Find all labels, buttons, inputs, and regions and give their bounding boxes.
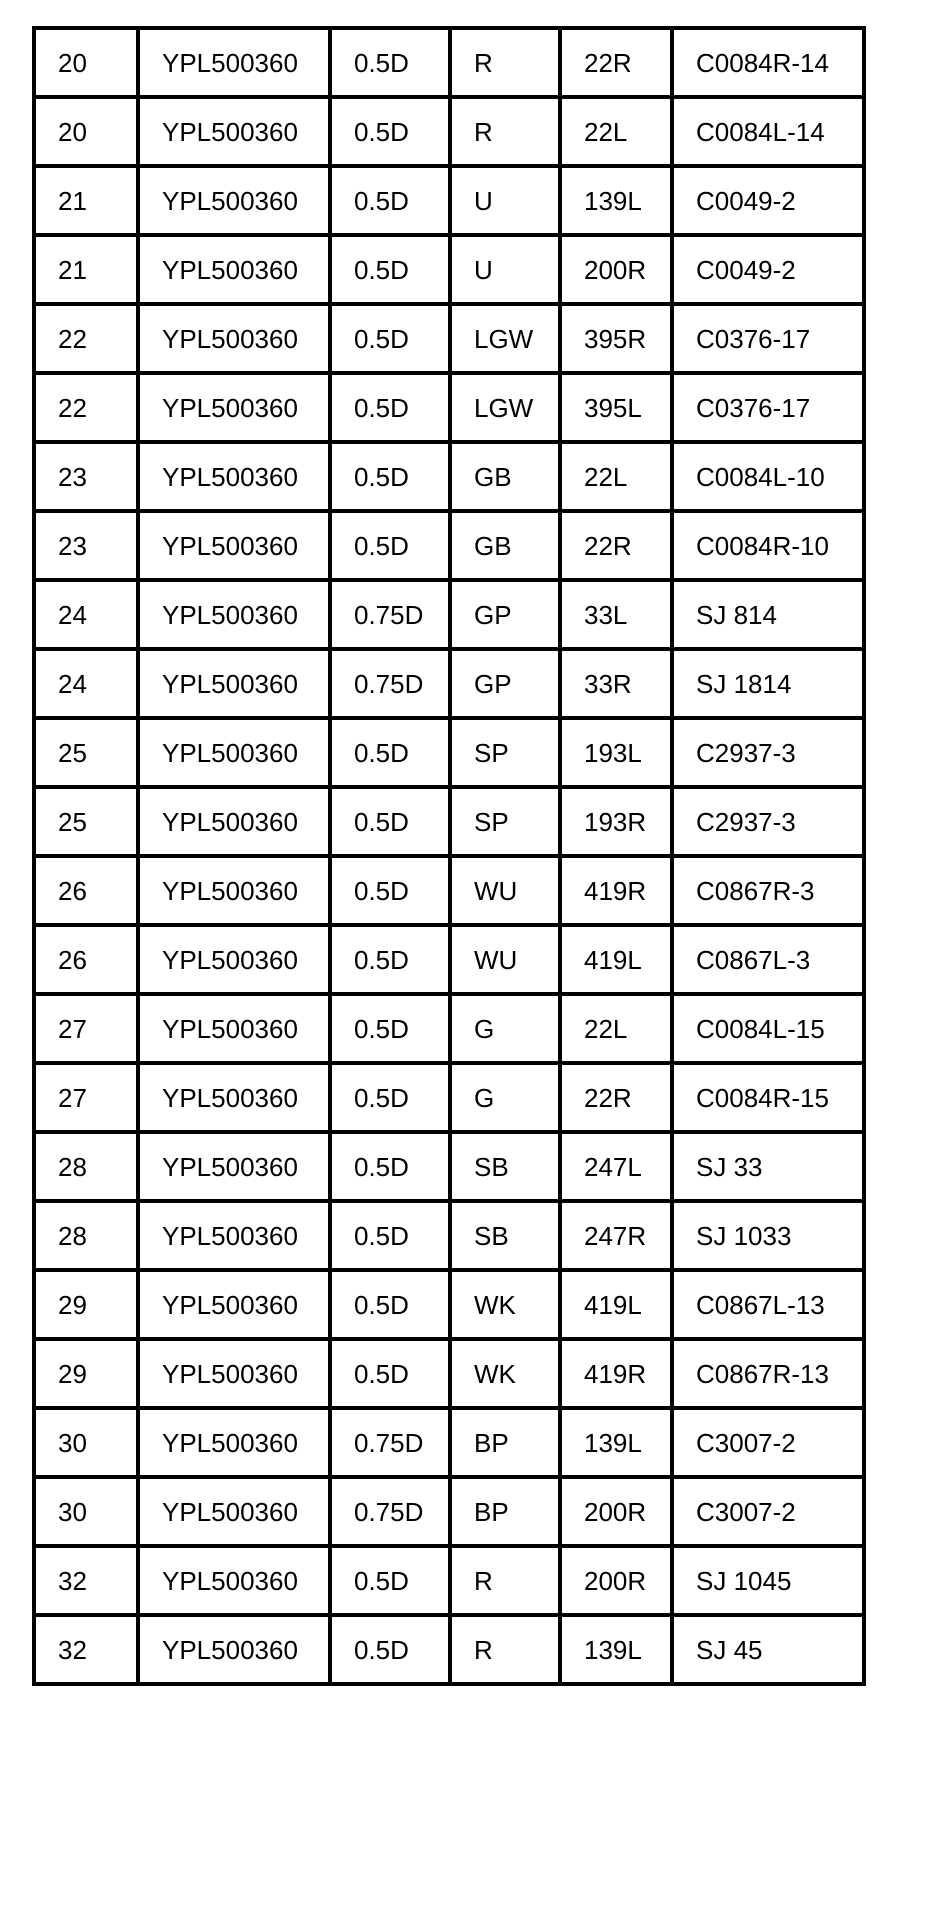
row-number-cell: 32	[34, 1615, 138, 1684]
table-row	[34, 304, 864, 373]
table-row	[34, 1132, 864, 1201]
table-row	[34, 235, 864, 304]
reference-cell: C0376-17	[672, 373, 864, 442]
row-number-cell: 22	[34, 304, 138, 373]
row-number-cell: 28	[34, 1201, 138, 1270]
color-code-cell: U	[450, 235, 560, 304]
size-cell: 0.5D	[330, 442, 450, 511]
part-code-cell: YPL500360	[138, 166, 330, 235]
position-cell: 139L	[560, 1615, 672, 1684]
size-cell: 0.5D	[330, 1270, 450, 1339]
reference-cell: C0376-17	[672, 304, 864, 373]
reference-cell: SJ 45	[672, 1615, 864, 1684]
position-cell: 193R	[560, 787, 672, 856]
size-cell: 0.75D	[330, 1477, 450, 1546]
position-cell: 22R	[560, 511, 672, 580]
reference-cell: C0867R-3	[672, 856, 864, 925]
table-row	[34, 1201, 864, 1270]
color-code-cell: R	[450, 1615, 560, 1684]
position-cell: 200R	[560, 1477, 672, 1546]
part-code-cell: YPL500360	[138, 1132, 330, 1201]
row-number-cell: 20	[34, 28, 138, 97]
size-cell: 0.5D	[330, 1546, 450, 1615]
position-cell: 419L	[560, 1270, 672, 1339]
size-cell: 0.5D	[330, 787, 450, 856]
size-cell: 0.5D	[330, 304, 450, 373]
color-code-cell: WU	[450, 925, 560, 994]
row-number-cell: 32	[34, 1546, 138, 1615]
row-number-cell: 21	[34, 235, 138, 304]
table-row	[34, 511, 864, 580]
part-code-cell: YPL500360	[138, 235, 330, 304]
size-cell: 0.5D	[330, 373, 450, 442]
reference-cell: C0867L-3	[672, 925, 864, 994]
position-cell: 33R	[560, 649, 672, 718]
position-cell: 139L	[560, 166, 672, 235]
color-code-cell: WK	[450, 1270, 560, 1339]
row-number-cell: 30	[34, 1408, 138, 1477]
part-code-cell: YPL500360	[138, 1408, 330, 1477]
position-cell: 33L	[560, 580, 672, 649]
part-code-cell: YPL500360	[138, 1270, 330, 1339]
size-cell: 0.5D	[330, 97, 450, 166]
position-cell: 193L	[560, 718, 672, 787]
table-row	[34, 580, 864, 649]
position-cell: 419L	[560, 925, 672, 994]
color-code-cell: G	[450, 994, 560, 1063]
row-number-cell: 24	[34, 580, 138, 649]
table-row	[34, 718, 864, 787]
reference-cell: C0084R-10	[672, 511, 864, 580]
position-cell: 22R	[560, 28, 672, 97]
size-cell: 0.5D	[330, 925, 450, 994]
reference-cell: SJ 1814	[672, 649, 864, 718]
color-code-cell: R	[450, 97, 560, 166]
table-row	[34, 649, 864, 718]
table-row	[34, 28, 864, 97]
part-code-cell: YPL500360	[138, 649, 330, 718]
part-code-cell: YPL500360	[138, 97, 330, 166]
reference-cell: SJ 1033	[672, 1201, 864, 1270]
color-code-cell: U	[450, 166, 560, 235]
part-code-cell: YPL500360	[138, 1063, 330, 1132]
position-cell: 200R	[560, 235, 672, 304]
size-cell: 0.75D	[330, 1408, 450, 1477]
part-code-cell: YPL500360	[138, 442, 330, 511]
part-code-cell: YPL500360	[138, 373, 330, 442]
color-code-cell: SP	[450, 787, 560, 856]
size-cell: 0.5D	[330, 718, 450, 787]
table-row	[34, 166, 864, 235]
size-cell: 0.5D	[330, 511, 450, 580]
color-code-cell: LGW	[450, 304, 560, 373]
size-cell: 0.5D	[330, 994, 450, 1063]
reference-cell: C0084L-14	[672, 97, 864, 166]
reference-cell: C0049-2	[672, 235, 864, 304]
color-code-cell: BP	[450, 1408, 560, 1477]
size-cell: 0.5D	[330, 166, 450, 235]
table-row	[34, 442, 864, 511]
color-code-cell: GP	[450, 580, 560, 649]
position-cell: 247R	[560, 1201, 672, 1270]
row-number-cell: 21	[34, 166, 138, 235]
size-cell: 0.5D	[330, 235, 450, 304]
reference-cell: C0084L-10	[672, 442, 864, 511]
color-code-cell: LGW	[450, 373, 560, 442]
color-code-cell: R	[450, 1546, 560, 1615]
reference-cell: C0867R-13	[672, 1339, 864, 1408]
table-row	[34, 1339, 864, 1408]
table-row	[34, 925, 864, 994]
part-code-cell: YPL500360	[138, 580, 330, 649]
position-cell: 419R	[560, 856, 672, 925]
part-code-cell: YPL500360	[138, 1477, 330, 1546]
size-cell: 0.5D	[330, 1615, 450, 1684]
size-cell: 0.5D	[330, 1132, 450, 1201]
color-code-cell: BP	[450, 1477, 560, 1546]
row-number-cell: 27	[34, 1063, 138, 1132]
color-code-cell: GP	[450, 649, 560, 718]
reference-cell: C0084R-14	[672, 28, 864, 97]
color-code-cell: GB	[450, 442, 560, 511]
row-number-cell: 29	[34, 1339, 138, 1408]
size-cell: 0.5D	[330, 1339, 450, 1408]
part-code-cell: YPL500360	[138, 511, 330, 580]
reference-cell: SJ 1045	[672, 1546, 864, 1615]
row-number-cell: 26	[34, 925, 138, 994]
row-number-cell: 27	[34, 994, 138, 1063]
data-table	[32, 26, 866, 1686]
position-cell: 22L	[560, 97, 672, 166]
row-number-cell: 30	[34, 1477, 138, 1546]
table-row	[34, 787, 864, 856]
row-number-cell: 26	[34, 856, 138, 925]
color-code-cell: SB	[450, 1132, 560, 1201]
size-cell: 0.75D	[330, 649, 450, 718]
row-number-cell: 23	[34, 442, 138, 511]
row-number-cell: 29	[34, 1270, 138, 1339]
position-cell: 247L	[560, 1132, 672, 1201]
position-cell: 22R	[560, 1063, 672, 1132]
position-cell: 22L	[560, 994, 672, 1063]
position-cell: 395R	[560, 304, 672, 373]
part-code-cell: YPL500360	[138, 1615, 330, 1684]
color-code-cell: WK	[450, 1339, 560, 1408]
row-number-cell: 25	[34, 718, 138, 787]
part-code-cell: YPL500360	[138, 718, 330, 787]
table-row	[34, 1615, 864, 1684]
reference-cell: SJ 33	[672, 1132, 864, 1201]
reference-cell: C3007-2	[672, 1477, 864, 1546]
position-cell: 139L	[560, 1408, 672, 1477]
size-cell: 0.5D	[330, 1201, 450, 1270]
reference-cell: C0049-2	[672, 166, 864, 235]
part-code-cell: YPL500360	[138, 856, 330, 925]
reference-cell: C2937-3	[672, 787, 864, 856]
color-code-cell: R	[450, 28, 560, 97]
table-row	[34, 994, 864, 1063]
reference-cell: SJ 814	[672, 580, 864, 649]
position-cell: 419R	[560, 1339, 672, 1408]
color-code-cell: SB	[450, 1201, 560, 1270]
part-code-cell: YPL500360	[138, 1201, 330, 1270]
table-row	[34, 856, 864, 925]
reference-cell: C0084L-15	[672, 994, 864, 1063]
part-code-cell: YPL500360	[138, 304, 330, 373]
reference-cell: C3007-2	[672, 1408, 864, 1477]
row-number-cell: 22	[34, 373, 138, 442]
size-cell: 0.75D	[330, 580, 450, 649]
reference-cell: C0867L-13	[672, 1270, 864, 1339]
color-code-cell: WU	[450, 856, 560, 925]
reference-cell: C0084R-15	[672, 1063, 864, 1132]
color-code-cell: G	[450, 1063, 560, 1132]
position-cell: 200R	[560, 1546, 672, 1615]
position-cell: 22L	[560, 442, 672, 511]
size-cell: 0.5D	[330, 1063, 450, 1132]
part-code-cell: YPL500360	[138, 994, 330, 1063]
table-row	[34, 1546, 864, 1615]
color-code-cell: GB	[450, 511, 560, 580]
row-number-cell: 25	[34, 787, 138, 856]
row-number-cell: 24	[34, 649, 138, 718]
size-cell: 0.5D	[330, 856, 450, 925]
color-code-cell: SP	[450, 718, 560, 787]
row-number-cell: 23	[34, 511, 138, 580]
table-row	[34, 1477, 864, 1546]
table-row	[34, 97, 864, 166]
table-row	[34, 1408, 864, 1477]
size-cell: 0.5D	[330, 28, 450, 97]
row-number-cell: 20	[34, 97, 138, 166]
part-code-cell: YPL500360	[138, 787, 330, 856]
position-cell: 395L	[560, 373, 672, 442]
table-body	[34, 28, 864, 1684]
reference-cell: C2937-3	[672, 718, 864, 787]
part-code-cell: YPL500360	[138, 28, 330, 97]
table-row	[34, 1270, 864, 1339]
part-code-cell: YPL500360	[138, 925, 330, 994]
part-code-cell: YPL500360	[138, 1339, 330, 1408]
row-number-cell: 28	[34, 1132, 138, 1201]
table-row	[34, 1063, 864, 1132]
part-code-cell: YPL500360	[138, 1546, 330, 1615]
table-row	[34, 373, 864, 442]
